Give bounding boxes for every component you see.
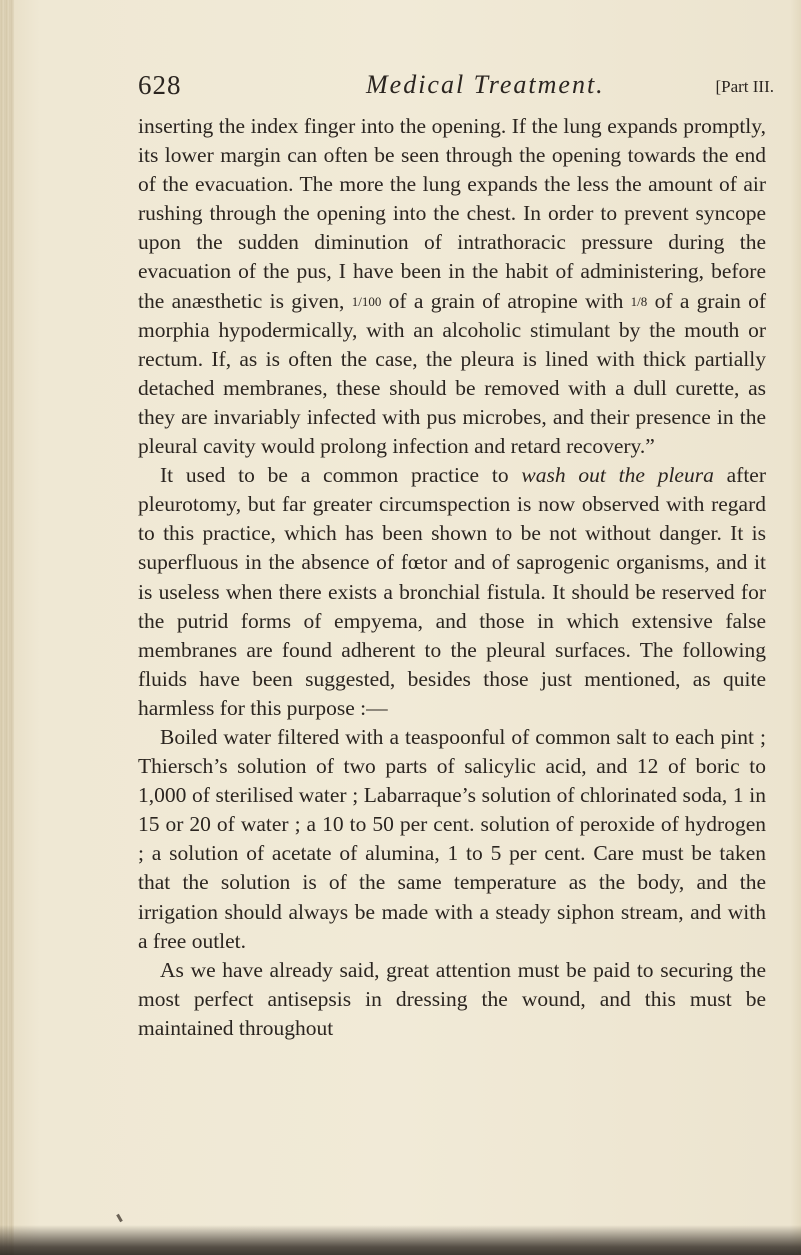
stray-mark [116,1214,123,1222]
paragraph-2 [138,461,766,723]
page-number: 628 [138,70,182,100]
paragraph-2-text-b: after pleurotomy, but far greater circumspection is now observed with regard to this practice, which has been shown to be not without danger. It is superfluous in the absence of fœtor and of saprogenic organisms, and it is useless when there exists a bronchial fistula. It should be reserved for the putrid forms of empyema, and those in which extensive false membranes are found adherent to the pleural surfaces. The following fluids have been suggested, besides those just mentioned, as quite harmless for this purpose :— [138,463,767,720]
paragraph-4: As we have already said, great attention must be paid to securing the most perfect antisepsis in dressing the wound, and this must be maintained throughout [138,957,766,1040]
page-gutter-edge [0,0,14,1255]
paragraph-1-text-b: of a grain of atropine with [388,288,624,313]
fraction-atropine: 1/100 [351,293,382,309]
body-text [138,112,766,1043]
paragraph-1 [138,112,766,461]
running-title: Medical Treatment. [366,70,605,99]
paragraph-1-text-c: of a grain of morphia hypodermically, with an alcoholic stimulant by the mouth or rectum. If, as is often the case, the pleura is lined with thick partially detached membranes, these should be removed with a dull curette, as they are invariably infected with pus microbes, and their presence in the pleural cavity would prolong infection and retard recovery.” [138,288,767,459]
paragraph-2-italic: wash out the pleura [521,463,714,488]
page-bottom-edge [0,1225,801,1255]
paragraph-1-text-a: inserting the index finger into the opening. If the lung expands promptly, its lower margin can often be seen through the opening towards the end of the evacuation. The more the lung expands the less the amount of air rushing through the opening into the chest. In order to prevent syncope upon the sudden diminution of intrathoracic pressure during the evacuation of the pus, I have been in the habit of administering, before the anæsthetic is given, [138,114,766,313]
paragraph-3: Boiled water filtered with a teaspoonful of common salt to each pint ; Thiersch’s solution of two parts of salicylic acid, and 12 of boric to 1,000 of sterilised water ; Labarraque’s solution of chlorinated soda, 1 in 15 or 20 of water ; a 10 to 50 per cent. solution of peroxide of hydrogen ; a solution of acetate of alumina, 1 to 5 per cent. Care must be taken that the solution is of the same temperature as the body, and the irrigation should always be made with a steady siphon stream, and with a free outlet. [138,724,766,953]
page-header [138,66,774,106]
fraction-morphia: 1/8 [630,293,648,309]
part-label: [Part III. [715,77,774,96]
paragraph-2-text-a: It used to be a common practice to [160,463,509,488]
